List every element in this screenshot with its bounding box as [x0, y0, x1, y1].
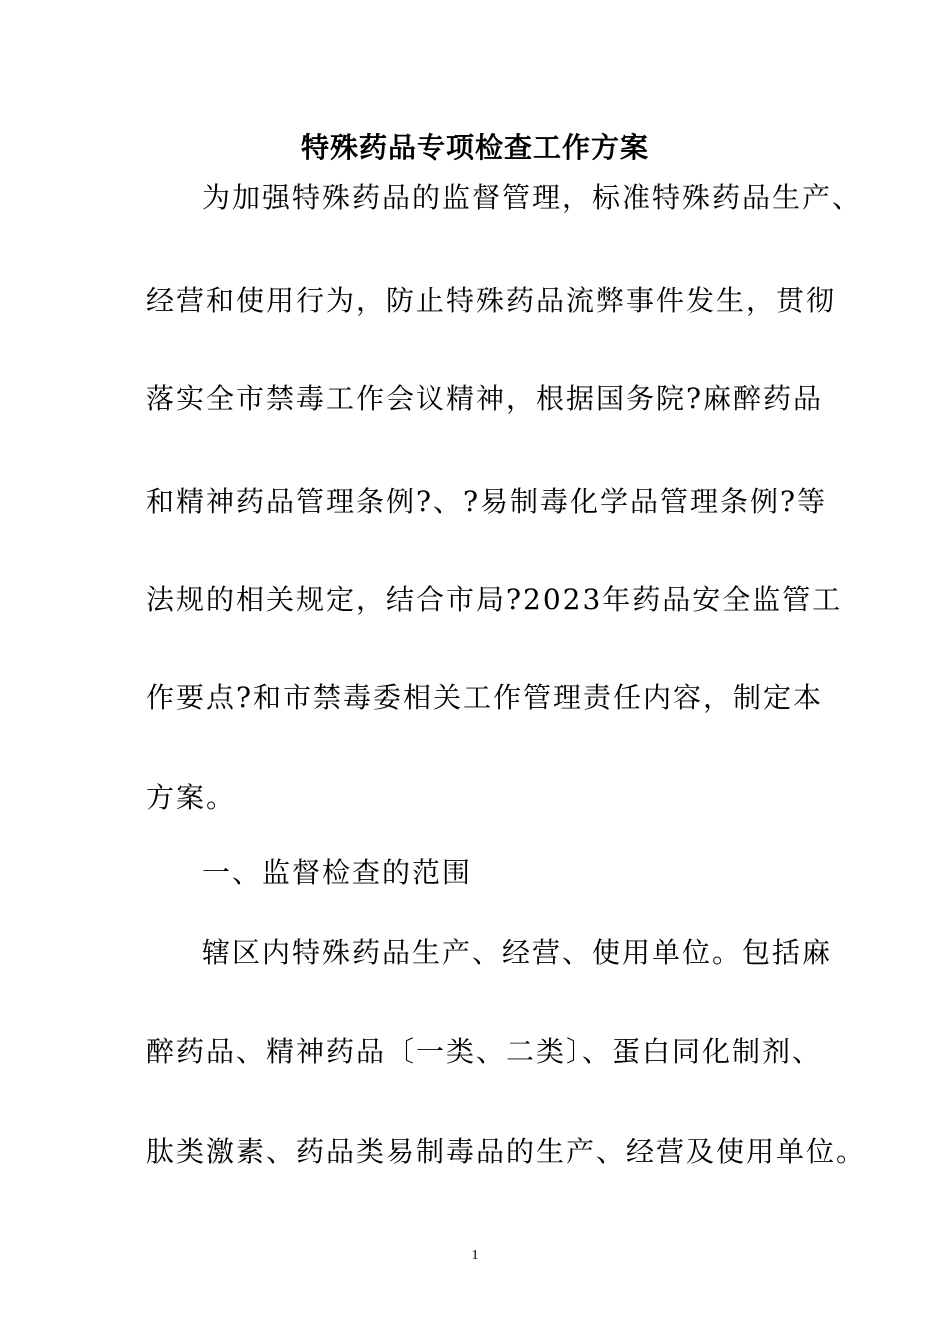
paragraph-1-line-7: 方案。 [146, 781, 237, 814]
paragraph-1-line-6: 作要点?和市禁毒委相关工作管理责任内容，制定本 [146, 681, 824, 714]
section-1-heading: 一、监督检查的范围 [202, 856, 473, 889]
document-title: 特殊药品专项检查工作方案 [300, 131, 649, 164]
paragraph-1-line-3: 落实全市禁毒工作会议精神，根据国务院?麻醉药品 [146, 382, 824, 415]
page-number: 1 [471, 1248, 479, 1263]
paragraph-2-line-1: 辖区内特殊药品生产、经营、使用单位。包括麻 [202, 936, 833, 969]
paragraph-1-line-2: 经营和使用行为，防止特殊药品流弊事件发生，贯彻 [146, 284, 837, 317]
paragraph-1-line-1: 为加强特殊药品的监督管理，标准特殊药品生产、 [202, 181, 863, 214]
paragraph-1-line-4: 和精神药品管理条例?、?易制毒化学品管理条例?等 [146, 485, 828, 518]
paragraph-2-line-3: 肽类激素、药品类易制毒品的生产、经营及使用单位。 [146, 1135, 867, 1168]
paragraph-1-line-5: 法规的相关规定，结合市局?2023年药品安全监管工 [146, 583, 843, 616]
paragraph-2-line-2: 醉药品、精神药品〔一类、二类〕、蛋白同化制剂、 [146, 1035, 823, 1068]
